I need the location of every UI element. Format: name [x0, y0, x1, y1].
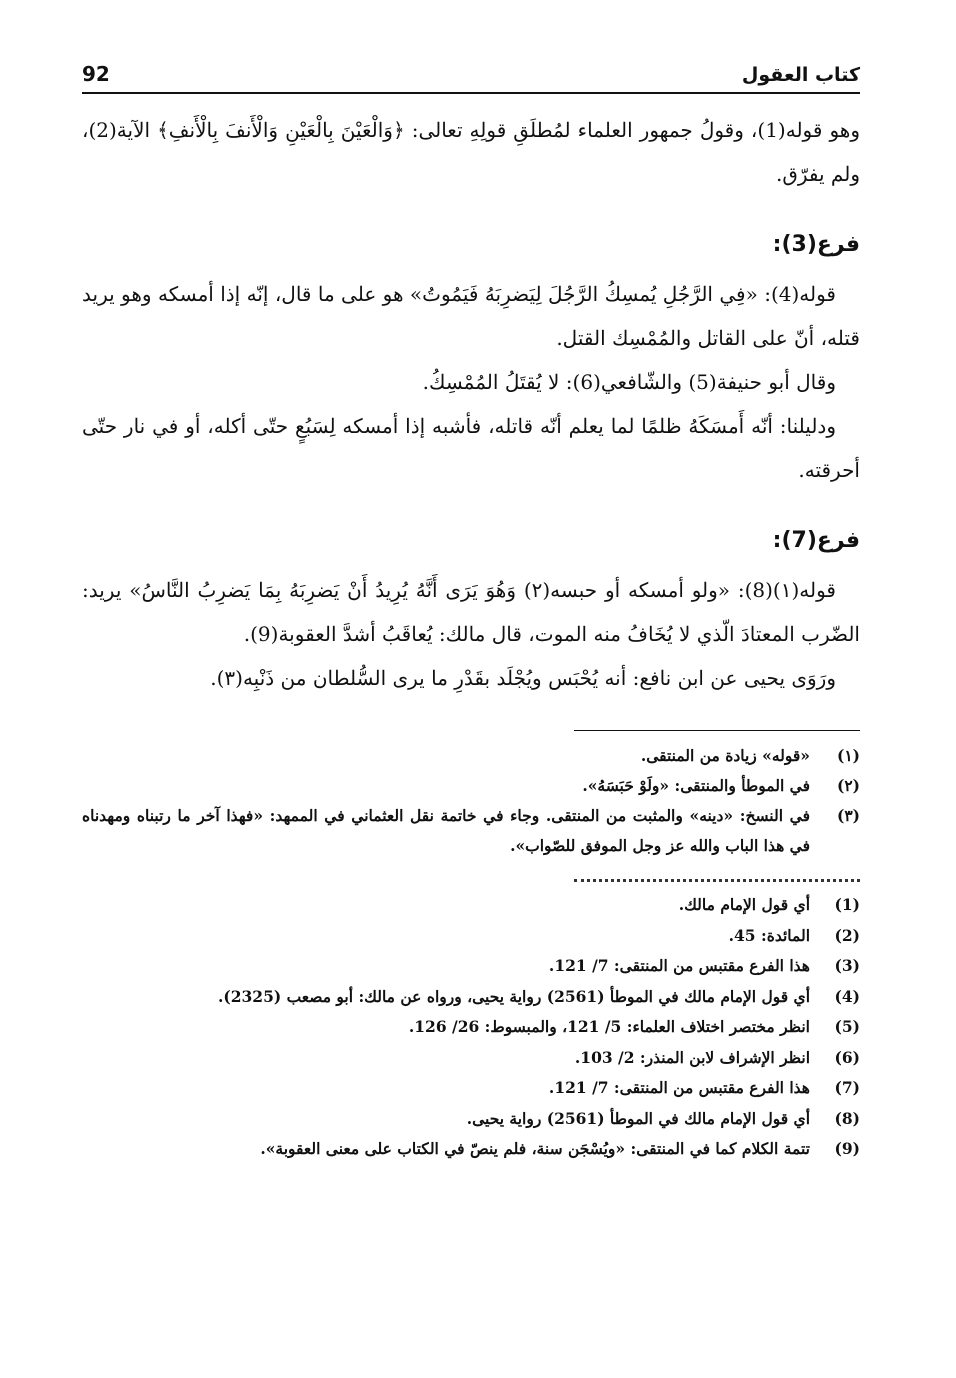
footnote-number: (١) — [836, 746, 860, 765]
paragraph: ورَوَى يحيى عن ابن نافع: أنه يُحْبَس ويُجْلَد بقَدْرِ ما يرى السُّلطان من ذَنْبِه(٣). — [210, 666, 836, 690]
footnote-text: تتمة الكلام كما في المنتقى: «ويُسْجَن سنة، فلم ينصّ في الكتاب على معنى العقوبة». — [260, 1139, 810, 1158]
paragraph: قوله(4): «فِي الرَّجُلِ يُمسِكُ الرَّجُلَ لِيَضرِبَهُ فَيَمُوتُ» هو على ما قال، إنّه إذا أمسكه وهو يريد قتله، أنّ على القاتل والمُمْسِك القتل. — [82, 282, 860, 350]
footnote-text: أي قول الإمام مالك في الموطأ (2561) رواية يحيى، ورواه عن مالك: أبو مصعب (2325). — [217, 986, 810, 1006]
footnote-number: (٣) — [836, 806, 860, 825]
footnote — [82, 1104, 860, 1135]
footnote-text: في النسخ: «دينه» والمثبت من المنتقى. وجاء في خاتمة نقل العثماني في الممهد: «فهذا آخر ما رتبناه ومهدناه في هذا الباب والله عز وجل الموفق للصّواب». — [82, 806, 810, 855]
book-title: كتاب العقول — [741, 64, 860, 86]
paragraph: وهو قوله(1)، وقولُ جمهور العلماء لمُطلَقِ قولِهِ تعالى: ﴿وَالْعَيْنَ بِالْعَيْنِ وَالْأَنفَ بِالْأَنفِ﴾ الآية(2)، ولم يفرّق. — [82, 118, 860, 186]
footnote — [82, 1134, 860, 1165]
footnote-number: (2) — [834, 925, 860, 945]
page-number: 92 — [82, 62, 110, 86]
footnote — [82, 921, 860, 952]
footnote-number: (7) — [834, 1078, 860, 1097]
paragraph: وقال أبو حنيفة(5) والشّافعي(6): لا يُقتَلُ المُمْسِكُ. — [422, 370, 836, 394]
footnote-text: انظر مختصر اختلاف العلماء: 5/ 121، والمبسوط: 26/ 126. — [408, 1017, 810, 1036]
footnote-text: هذا الفرع مقتبس من المنتقى: 7/ 121. — [548, 956, 810, 975]
footnote — [82, 1073, 860, 1104]
manuscript-footnotes — [82, 741, 860, 861]
footnote-number: (٢) — [836, 776, 860, 795]
footnote — [82, 801, 860, 861]
book-page — [82, 62, 860, 1165]
footnote-text: أي قول الإمام مالك. — [678, 895, 810, 914]
footnote — [82, 741, 860, 771]
footnote-number: (6) — [834, 1047, 860, 1067]
footnote — [82, 982, 860, 1013]
footnote-text: أي قول الإمام مالك في الموطأ (2561) رواية يحيى. — [466, 1108, 810, 1128]
footnote-number: (3) — [834, 956, 860, 975]
footnote-divider — [574, 730, 860, 731]
paragraph: قوله(١)(8): «ولو أمسكه أو حبسه(٢) وَهُوَ يَرَى أَنَّهُ يُرِيدُ أَنْ يَضرِبَهُ بِمَا يَضرِبُ النَّاسُ» يريد: الضّرب المعتادَ الّذي لا يُخَافُ منه الموت، قال مالك: يُعاقَبُ أشدَّ العقوبة(9). — [82, 578, 860, 646]
footnote-number: (1) — [834, 895, 860, 914]
footnote — [82, 890, 860, 921]
section-heading: فرع(3): — [772, 232, 860, 257]
section-heading: فرع(7): — [772, 528, 860, 553]
footnote-number: (5) — [834, 1017, 860, 1036]
footnote-text: «قوله» زيادة من المنتقى. — [640, 746, 810, 765]
footnote-text: هذا الفرع مقتبس من المنتقى: 7/ 121. — [548, 1078, 810, 1097]
footnote — [82, 771, 860, 801]
footnote — [82, 1012, 860, 1043]
footnote-number: (8) — [834, 1108, 860, 1128]
editor-footnotes — [82, 890, 860, 1165]
footnote-text: انظر الإشراف لابن المنذر: 2/ 103. — [574, 1047, 810, 1067]
dotted-separator — [574, 879, 860, 882]
footnote-text: المائدة: 45. — [728, 925, 810, 945]
footnote-number: (4) — [834, 986, 860, 1006]
footnote — [82, 1043, 860, 1074]
footnote-text: في الموطأ والمنتقى: «ولَوْ حَبَسَهُ». — [582, 776, 810, 795]
footnote-number: (9) — [834, 1139, 860, 1158]
main-text — [82, 108, 860, 700]
paragraph: ودليلنا: أنّه أَمسَكَهُ ظلمًا لما يعلم أنّه قاتله، فأشبه إذا أمسكه لِسَبُعٍ حتّى أكله، أو في نار حتّى أحرقته. — [82, 414, 860, 482]
footnote — [82, 951, 860, 982]
running-header — [82, 62, 860, 94]
